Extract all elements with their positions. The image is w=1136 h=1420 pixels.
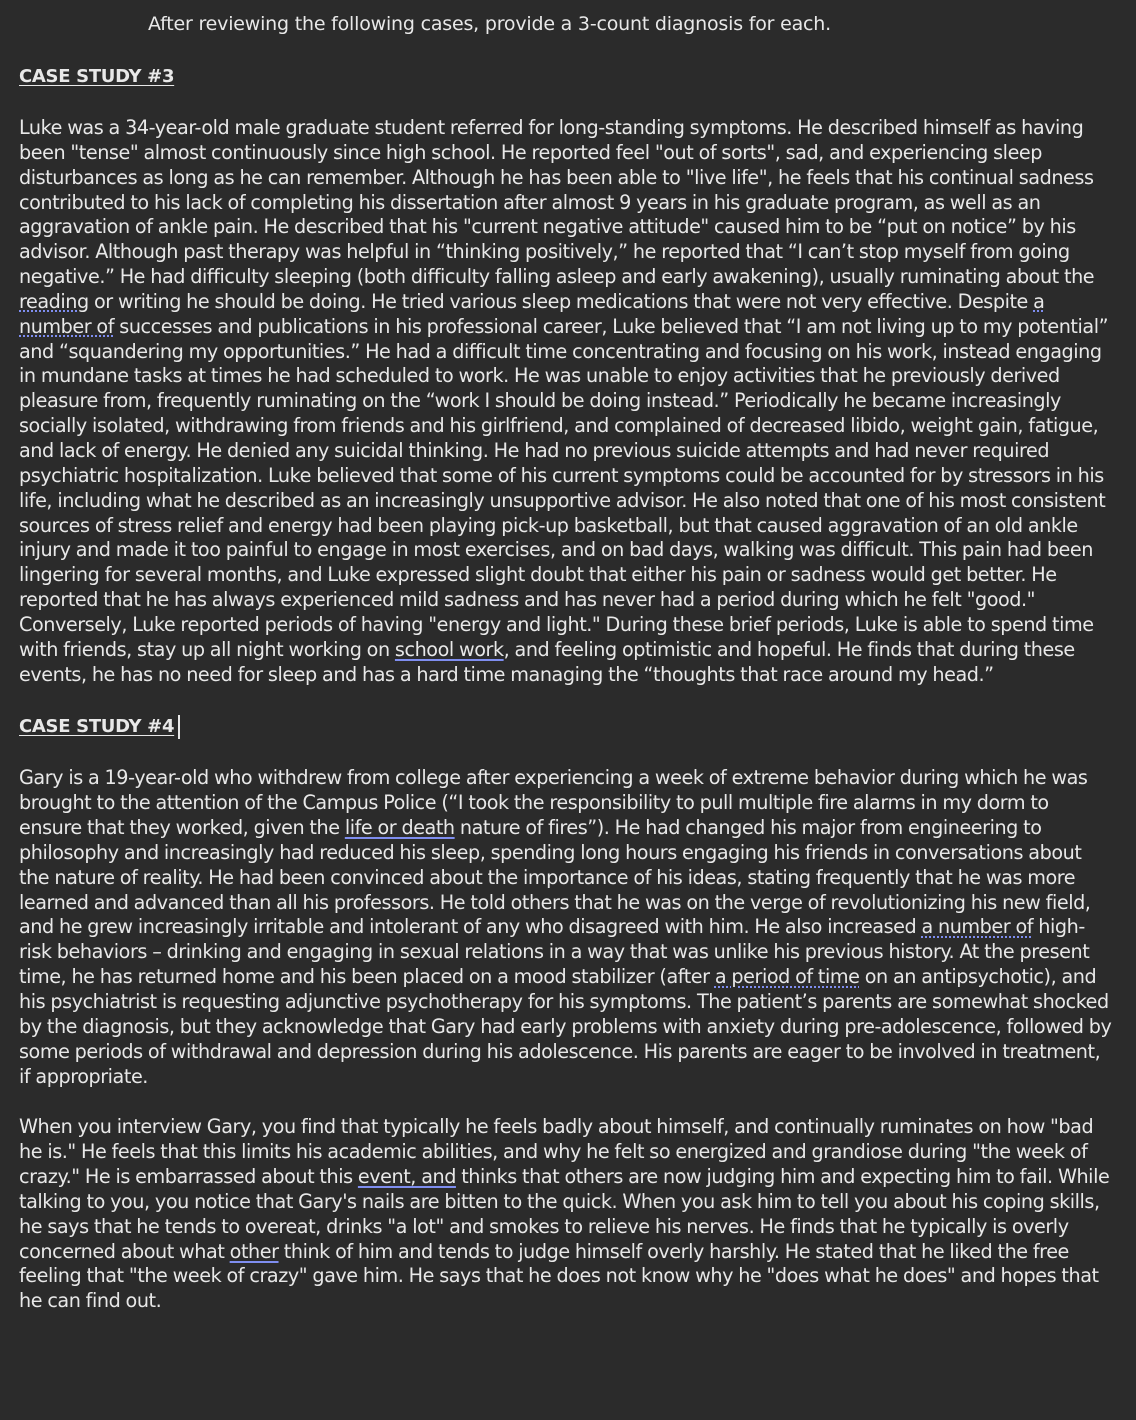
grammar-flag[interactable]: a number of xyxy=(19,289,1045,338)
spelling-flag[interactable]: other xyxy=(229,1239,279,1263)
text-run: thinks that others are now judging him and expecting him to fail. While talking to you, you notice that Gary's nails are bitten to the quick. When you ask him to tell you about his coping skills, he says that he tends to overeat, drinks "a lot" and smokes to relieve his nerves. He finds that he typically is overly concerned about what xyxy=(19,1165,1110,1263)
case-study-3-title: CASE STUDY #3 xyxy=(19,66,175,87)
case-study-4-heading xyxy=(19,714,1116,739)
case-study-4-title: CASE STUDY #4 xyxy=(19,716,175,738)
text-run: or writing he should be doing. He tried various sleep medications that were not very effective. Despite xyxy=(88,289,1034,313)
grammar-flag[interactable]: a period of time xyxy=(714,965,860,989)
grammar-flag[interactable]: reading xyxy=(19,289,89,313)
grammar-flag[interactable]: a number of xyxy=(921,915,1034,939)
text-run: nature of fires”). He had changed his major from engineering to philosophy and increasingly had reduced his sleep, spending long hours engaging his friends in conversations about the nature of reality. He had been convinced about the importance of his ideas, stating frequently that he was more learned and advanced than all his professors. He told others that he was on the verge of revolutionizing his new field, and he grew increasingly irritable and intolerant of any who disagreed with him. He also increased xyxy=(19,816,1091,939)
text-run: Gary is a 19-year-old who withdrew from college after experiencing a week of extreme behavior during which he was brought to the attention of the Campus Police (“I took the responsibility to pull multiple fire alarms in my dorm to ensure that they worked, given the xyxy=(19,766,1088,840)
text-run: successes and publications in his professional career, Luke believed that “I am not living up to my potential” and “squandering my opportunities.” He had a difficult time concentrating and focusing on his work, instead engaging in mundane tasks at times he had scheduled to work. He was unable to enjoy activities that he previously derived pleasure from, frequently ruminating on the “work I should be doing instead.” Periodically he became increasingly socially isolated, withdrawing from friends and his girlfriend, and complained of decreased libido, weight gain, fatigue, and lack of energy. He denied any suicidal thinking. He had no previous suicide attempts and had never required psychiatric hospitalization. Luke believed that some of his current symptoms could be accounted for by stressors in his life, including what he described as an increasingly unsupportive advisor. He also noted that one of his most consistent sources of stress relief and energy had been playing pick-up basketball, but that caused aggravation of an old ankle injury and made it too painful to engage in most exercises, and on bad days, walking was difficult. This pain had been lingering for several months, and Luke expressed slight doubt that either his pain or sadness would get better. He reported that he has always experienced mild sadness and has never had a period during which he felt "good." Conversely, Luke reported periods of having "energy and light." During these brief periods, Luke is able to spend time with friends, stay up all night working on xyxy=(19,314,1109,661)
spelling-flag[interactable]: event, and xyxy=(357,1165,456,1189)
text-run: Luke was a 34-year-old male graduate student referred for long-standing symptoms. He described himself as having been "tense" almost continuously since high school. He reported feel "out of sorts", sad, and experiencing sleep disturbances as long as he can remember. Although he has been able to "live life", he feels that his continual sadness contributed to his lack of completing his dissertation after almost 9 years in his graduate program, as well as an aggravation of ankle pain. He described that his "current negative attitude" caused him to be “put on notice” by his advisor. Although past therapy was helpful in “thinking positively,” he reported that “I can’t stop myself from going negative.” He had difficulty sleeping (both difficulty falling asleep and early awakening), usually ruminating about the xyxy=(19,116,1095,289)
text-run: high-risk behaviors – drinking and engaging in sexual relations in a way that was unlike his previous history. At the present time, he has returned home and his been placed on a mood stabilizer (after xyxy=(19,915,1090,989)
case-study-4-paragraph-2[interactable] xyxy=(19,1115,1116,1314)
text-cursor xyxy=(178,715,180,739)
text-run: When you interview Gary, you find that typically he feels badly about himself, and continually ruminates on how "bad he is." He feels that this limits his academic abilities, and why he felt so energized and grandiose during "the week of crazy." He is embarrassed about this xyxy=(19,1115,1094,1189)
spelling-flag[interactable]: school work xyxy=(394,637,504,661)
case-study-4-paragraph-1[interactable] xyxy=(19,766,1116,1089)
case-study-3-heading xyxy=(19,64,1116,89)
assignment-instruction: After reviewing the following cases, provide a 3-count diagnosis for each. xyxy=(148,13,831,35)
text-run: on an antipsychotic), and his psychiatrist is requesting adjunctive psychotherapy for his symptoms. The patient’s parents are somewhat shocked by the diagnosis, but they acknowledge that Gary had early problems with anxiety during pre-adolescence, followed by some periods of withdrawal and depression during his adolescence. His parents are eager to be involved in treatment, if appropriate. xyxy=(19,965,1112,1088)
case-study-3-paragraph[interactable] xyxy=(19,116,1116,687)
text-run: think of him and tends to judge himself overly harshly. He stated that he liked the free feeling that "the week of crazy" gave him. He says that he does not know why he "does what he does" and hopes that he can find out. xyxy=(19,1239,1099,1313)
text-run: , and feeling optimistic and hopeful. He finds that during these events, he has no need for sleep and has a hard time managing the “thoughts that race around my head.” xyxy=(19,637,1075,686)
spelling-flag[interactable]: life or death xyxy=(344,816,455,840)
